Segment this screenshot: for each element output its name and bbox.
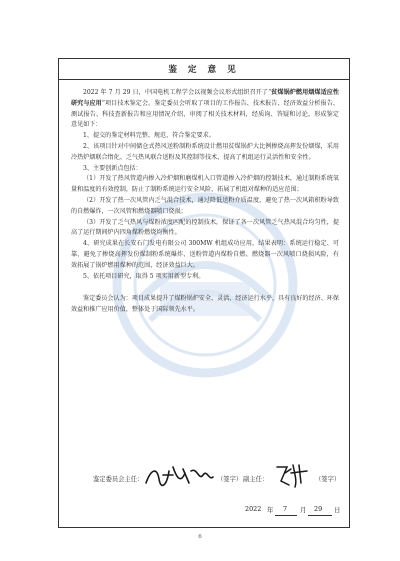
chair-signed-note: （签字）	[217, 476, 243, 483]
signature-row	[93, 463, 343, 487]
conclusion-paragraph: 鉴定委员会认为：项目成果提升了煤粉锅炉安全、灵活、经济运行水平，具有良好的经济、环保效益和推广应用价值，整体处于国际领先水平。	[71, 295, 339, 314]
date-day: 29	[314, 505, 323, 513]
item-5: 5、依托项目研究，取得 5 项实用新型专利。	[83, 272, 205, 280]
intro-paragraph	[71, 88, 339, 131]
date-month-unit: 月	[300, 506, 307, 514]
item-3: 3、主要创新点包括：	[83, 164, 142, 172]
title-row	[59, 59, 349, 80]
intro-text-1: 2022 年 7 月 29 日，中国电机工程学会以视频会议形式组织召开了“	[83, 89, 272, 96]
item-4: 4、研究成果在长安石门发电有限公司 300MW 机组成功应用，结果表明：系统运行稳定、可靠，避免了掺烧高挥发份煤制粉系统爆炸、送粉管道内煤粉自燃、燃烧器一次风喷口烧损风险，有效拓展了锅炉燃用煤种的范围，经济效益巨大。	[71, 240, 339, 269]
intro-text-2: ”项目技术鉴定会。鉴定委员会听取了项目的工作报告、技术报告、经济效益分析报告、测试报告、科技查新报告和应用情况介绍，审阅了相关技术材料，经质询、答疑和讨论，形成鉴定意见如下：	[71, 99, 340, 129]
day-underline	[308, 515, 332, 516]
innovation-3: （3）开发了乏气热风与煤粉浓度匹配的控制技术，保证了各一次风管乏气热风混合均匀性，提高了运行期间炉内四角煤粉燃烧均衡性。	[71, 218, 339, 237]
page-number: 6	[198, 534, 202, 540]
date-year-unit: 年	[267, 506, 274, 514]
vice-label: 副主任：	[243, 476, 269, 483]
chair-label: 鉴定委员会主任：	[93, 476, 144, 483]
item-1: 1、提交的鉴定材料完整、规范，符合鉴定要求。	[83, 132, 215, 140]
date-month: 7	[283, 505, 288, 513]
innovation-1: （1）开发了热风管道内掺入冷炉烟和磨煤机入口管道掺入冷炉烟的控制技术，通过制粉系统氧量和温度的有效控制，防止了制粉系统运行安全风险，拓展了机组对煤种的适应范围；	[71, 175, 339, 194]
date-year: 2022	[245, 505, 262, 513]
chair-signature-image	[143, 463, 215, 489]
opinion-form-frame	[58, 58, 350, 528]
opinion-body	[71, 88, 339, 316]
form-title: 鉴 定 意 见	[168, 65, 240, 75]
project-name: 贫煤锅炉燃用烟煤适应性研究与应用	[71, 89, 339, 107]
month-underline	[275, 515, 297, 516]
innovation-2: （2）开发了热一次风管内乏气混合技术，通过降低送粉介质温度，避免了热一次风箱积粉导致的自燃爆炸，一次风管和燃烧器喷口烧损；	[71, 196, 339, 215]
vice-signature-image	[273, 461, 311, 489]
date-day-unit: 日	[334, 506, 341, 514]
date-row	[245, 505, 345, 519]
item-2: 2、该项目针对中间储仓式热风送粉制粉系统设计燃用贫煤锅炉大比例掺烧高挥发份烟煤，采用冷热炉烟联合惰化、乏气热风联合送粉及其控制等技术，提高了机组运行灵活性和安全性。	[71, 142, 339, 161]
vice-signed-note: （签字）	[315, 476, 341, 483]
